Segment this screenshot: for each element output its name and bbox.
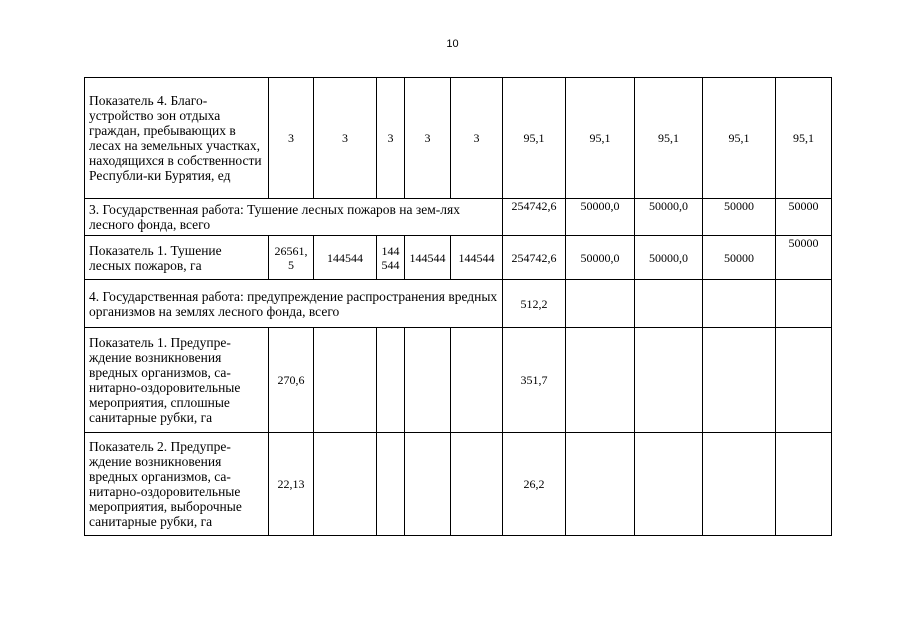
cell-value: 50000: [703, 199, 776, 236]
cell-value: [566, 433, 635, 536]
cell-value: [405, 328, 451, 433]
cell-value: 22,13: [269, 433, 314, 536]
table-row: [85, 280, 832, 328]
row-label: Показатель 2. Предупре-ждение возникновения вредных организмов, са-нитарно-оздоровительные мероприятия, выборочные санитарные рубки, га: [85, 433, 269, 536]
cell-value: 95,1: [703, 78, 776, 199]
cell-value: 144544: [314, 236, 377, 280]
cell-value: [377, 328, 405, 433]
cell-value: [703, 280, 776, 328]
cell-value: 144544: [451, 236, 503, 280]
row-label: Показатель 4. Благо-устройство зон отдыха граждан, пребывающих в лесах на земельных участках, находящихся в собственности Республи-ки Бурятия, ед: [85, 78, 269, 199]
page-number: 10: [446, 38, 459, 50]
cell-value: 3: [269, 78, 314, 199]
cell-value: 50000: [776, 199, 832, 236]
cell-value: [776, 328, 832, 433]
table-row: [85, 78, 832, 199]
cell-value: 512,2: [503, 280, 566, 328]
cell-value: 3: [314, 78, 377, 199]
section-label: 4. Государственная работа: предупреждение распространения вредных организмов на землях лесного фонда, всего: [85, 280, 503, 328]
row-label: Показатель 1. Предупре-ждение возникновения вредных организмов, са-нитарно-оздоровительные мероприятия, сплошные санитарные рубки, га: [85, 328, 269, 433]
cell-value: 144544: [377, 236, 405, 280]
cell-value: 50000: [703, 236, 776, 280]
cell-value: 254742,6: [503, 236, 566, 280]
cell-value: [377, 433, 405, 536]
cell-value: [451, 433, 503, 536]
cell-value: 26,2: [503, 433, 566, 536]
cell-value: 351,7: [503, 328, 566, 433]
cell-value: [776, 280, 832, 328]
cell-value: [776, 433, 832, 536]
cell-value: [566, 328, 635, 433]
table-row: [85, 236, 832, 280]
cell-value: 3: [377, 78, 405, 199]
cell-value: [405, 433, 451, 536]
table-row: [85, 328, 832, 433]
cell-value: [451, 328, 503, 433]
cell-value: [635, 328, 703, 433]
cell-value: 3: [405, 78, 451, 199]
cell-value: [566, 280, 635, 328]
cell-value: 95,1: [566, 78, 635, 199]
indicators-table: [84, 77, 832, 536]
cell-value: [635, 433, 703, 536]
cell-value: 3: [451, 78, 503, 199]
cell-value: 95,1: [635, 78, 703, 199]
cell-value: 95,1: [503, 78, 566, 199]
section-label: 3. Государственная работа: Тушение лесных пожаров на зем-лях лесного фонда, всего: [85, 199, 503, 236]
cell-value: 144544: [405, 236, 451, 280]
cell-value: [314, 433, 377, 536]
cell-value: 270,6: [269, 328, 314, 433]
cell-value: 50000: [776, 236, 832, 280]
table-row: [85, 433, 832, 536]
cell-value: [703, 328, 776, 433]
cell-value: 50000,0: [635, 199, 703, 236]
cell-value: [703, 433, 776, 536]
row-label: Показатель 1. Тушение лесных пожаров, га: [85, 236, 269, 280]
cell-value: [314, 328, 377, 433]
cell-value: 95,1: [776, 78, 832, 199]
cell-value: 26561,5: [269, 236, 314, 280]
cell-value: 50000,0: [566, 236, 635, 280]
cell-value: 50000,0: [566, 199, 635, 236]
cell-value: [635, 280, 703, 328]
cell-value: 50000,0: [635, 236, 703, 280]
table-row: [85, 199, 832, 236]
cell-value: 254742,6: [503, 199, 566, 236]
